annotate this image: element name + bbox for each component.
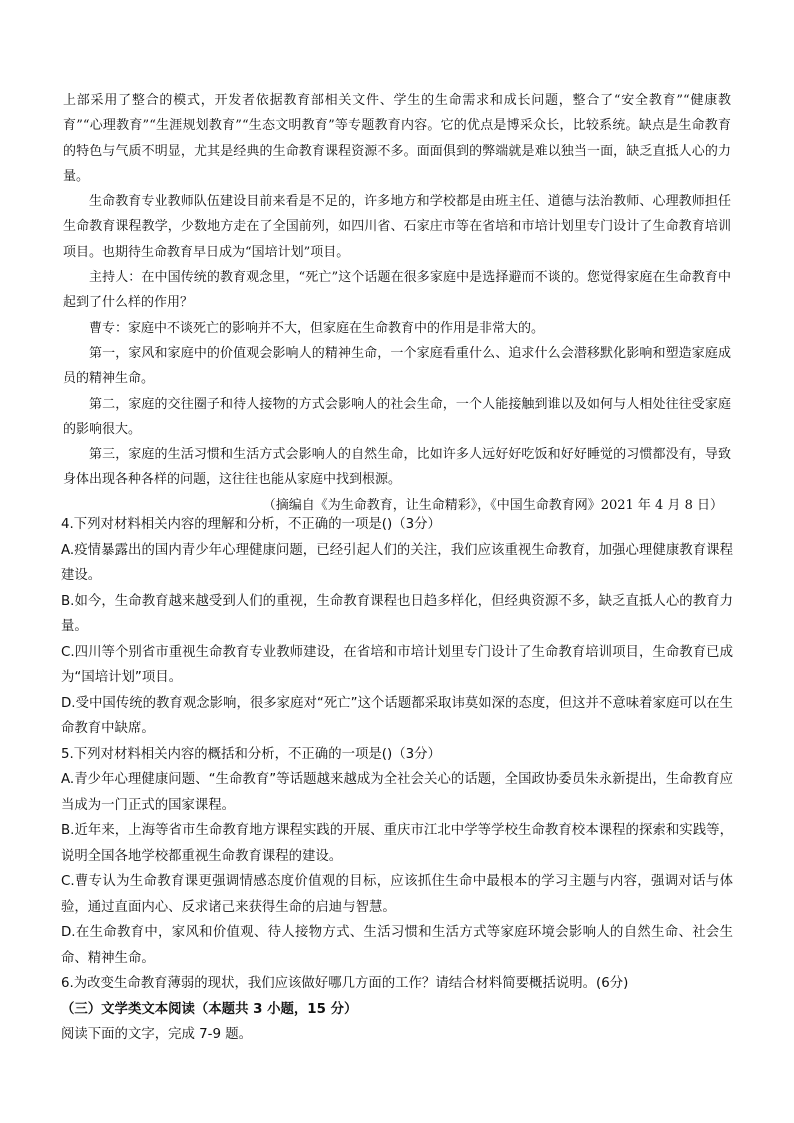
passage-paragraph-5: 第一，家风和家庭中的价值观会影响人的精神生命，一个家庭看重什么、追求什么会潜移默化影响和塑造家庭成员的精神生命。 [63,345,731,387]
reading-passage [63,88,731,518]
question-5-option-d: D.在生命教育中，家风和价值观、待人接物方式、生活习惯和生活方式等家庭环境会影响人的自然生命、社会生命、精神生命。 [61,925,733,966]
question-5-stem: 5.下列对材料相关内容的概括和分析，不正确的一项是()（3分） [61,746,441,762]
question-4-option-b: B.如今，生命教育越来越受到人们的重视，生命教育课程也日趋多样化，但经典资源不多，缺乏直抵人心的教育力量。 [61,593,733,634]
passage-paragraph-6: 第二，家庭的交往圈子和待人接物的方式会影响人的社会生命，一个人能接触到谁以及如何与人相处往往受家庭的影响很大。 [63,396,731,437]
section-3-heading: （三）文学类文本阅读（本题共 3 小题，15 分） [61,1001,358,1017]
question-5-option-c: C.曹专认为生命教育课更强调情感态度价值观的目标，应该抓住生命中最根本的学习主题与内容，强调对话与体验，通过直面内心、反求诸己来获得生命的启迪与智慧。 [61,874,733,915]
section-3-instruction: 阅读下面的文字，完成 7-9 题。 [61,1027,253,1042]
question-4-option-c: C.四川等个别省市重视生命教育专业教师建设，在省培和市培计划里专门设计了生命教育培训项目，生命教育已成为“国培计划”项目。 [61,644,733,685]
passage-paragraph-3: 主持人：在中国传统的教育观念里，“死亡”这个话题在很多家庭中是选择避而不谈的。您觉得家庭在生命教育中起到了什么样的作用？ [63,270,731,311]
question-5-option-b: B.近年来，上海等省市生命教育地方课程实践的开展、重庆市江北中学等学校生命教育校本课程的探索和实践等，说明全国各地学校都重视生命教育课程的建设。 [61,823,733,864]
question-4-option-d: D.受中国传统的教育观念影响，很多家庭对“死亡”这个话题都采取讳莫如深的态度，但这并不意味着家庭可以在生命教育中缺席。 [61,695,733,736]
passage-paragraph-4: 曹专：家庭中不谈死亡的影响并不大，但家庭在生命教育中的作用是非常大的。 [89,320,545,336]
question-4-option-a: A.疫情暴露出的国内青少年心理健康问题，已经引起人们的关注，我们应该重视生命教育，加强心理健康教育课程建设。 [61,542,733,583]
question-4-stem: 4.下列对材料相关内容的理解和分析，不正确的一项是()（3分） [61,517,441,532]
passage-paragraph-1: 上部采用了整合的模式，开发者依据教育部相关文件、学生的生命需求和成长问题，整合了“安全教育”“健康教育”“心理教育”“生涯规划教育”“生态文明教育”等专题教育内容。它的优点是博采众长，比较系统。缺点是生命教育的特色与气质不明显，尤其是经典的生命教育课程资源不多。面面俱到的弊端就是难以独当一面，缺乏直抵人心的力量。 [63,93,731,184]
question-6: 6.为改变生命教育薄弱的现状，我们应该做好哪几方面的工作？请结合材料简要概括说明。(6分) [61,976,629,991]
question-5-option-a: A.青少年心理健康问题、“生命教育”等话题越来越成为全社会关心的话题，全国政协委员朱永新提出，生命教育应当成为一门正式的国家课程。 [61,772,733,813]
passage-source-citation: （摘编自《为生命教育，让生命精彩》，《中国生命教育网》2021 年 4 月 8 日） [262,497,723,513]
passage-paragraph-7: 第三，家庭的生活习惯和生活方式会影响人的自然生命，比如许多人远好好吃饭和好好睡觉的习惯都没有，导致身体出现各种各样的问题，这往往也能从家庭中找到根源。 [63,447,731,488]
passage-paragraph-2: 生命教育专业教师队伍建设目前来看是不足的，许多地方和学校都是由班主任、道德与法治教师、心理教师担任生命教育课程教学，少数地方走在了全国前列，如四川省、石家庄市等在省培和市培计划里专门设计了生命教育培训项目。也期待生命教育早日成为“国培计划”项目。 [63,194,731,260]
question-section [61,512,733,1048]
